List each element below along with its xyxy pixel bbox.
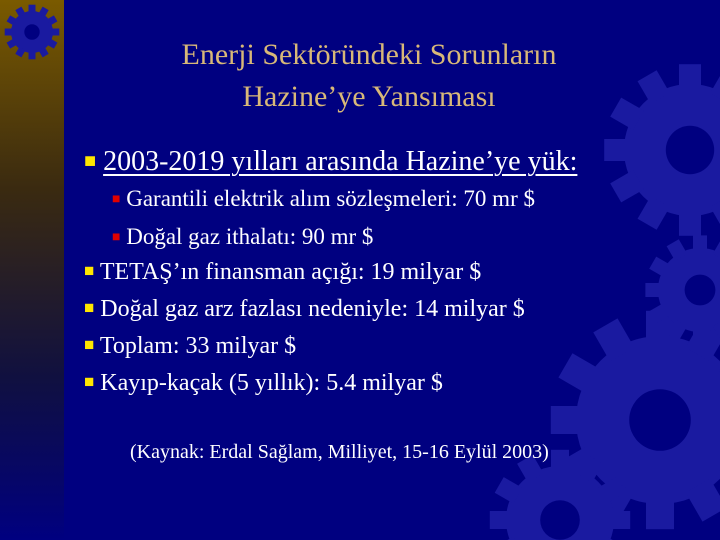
square-bullet-icon: ■ [84, 298, 95, 317]
main-bullet-text: 2003-2019 yılları arasında Hazine’ye yük: [103, 146, 578, 177]
sub-bullet-text: Garantili elektrik alım sözleşmeleri: 70 mr $ [126, 186, 535, 211]
square-bullet-icon: ■ [84, 261, 95, 280]
bullet-text: Kayıp-kaçak (5 yıllık): 5.4 milyar $ [100, 370, 443, 396]
gear-icon [5, 5, 60, 60]
slide-title-line2: Hazine’ye Yansıması [242, 80, 496, 113]
sub-bullet-item [112, 186, 535, 212]
bullet-item [84, 259, 481, 286]
square-bullet-icon: ■ [84, 150, 97, 172]
bullet-item [84, 296, 525, 323]
main-bullet-item [84, 146, 577, 178]
slide-title [64, 34, 674, 118]
bullet-text: Toplam: 33 milyar $ [99, 333, 297, 359]
bullet-item [84, 333, 296, 360]
square-bullet-icon: ■ [84, 372, 95, 391]
square-bullet-icon: ■ [84, 335, 95, 354]
square-bullet-icon: ■ [112, 192, 121, 207]
bullet-item [84, 370, 443, 397]
bullet-text: TETAŞ’ın finansman açığı: 19 milyar $ [99, 259, 482, 285]
square-bullet-icon: ■ [112, 230, 121, 245]
sub-bullet-item [112, 224, 373, 250]
source-citation: (Kaynak: Erdal Sağlam, Milliyet, 15-16 Eylül 2003) [130, 441, 549, 463]
bullet-text: Doğal gaz arz fazlası nedeniyle: 14 milyar $ [100, 296, 525, 322]
slide-title-line1: Enerji Sektöründeki Sorunların [181, 38, 557, 71]
sub-bullet-text: Doğal gaz ithalatı: 90 mr $ [126, 224, 374, 249]
